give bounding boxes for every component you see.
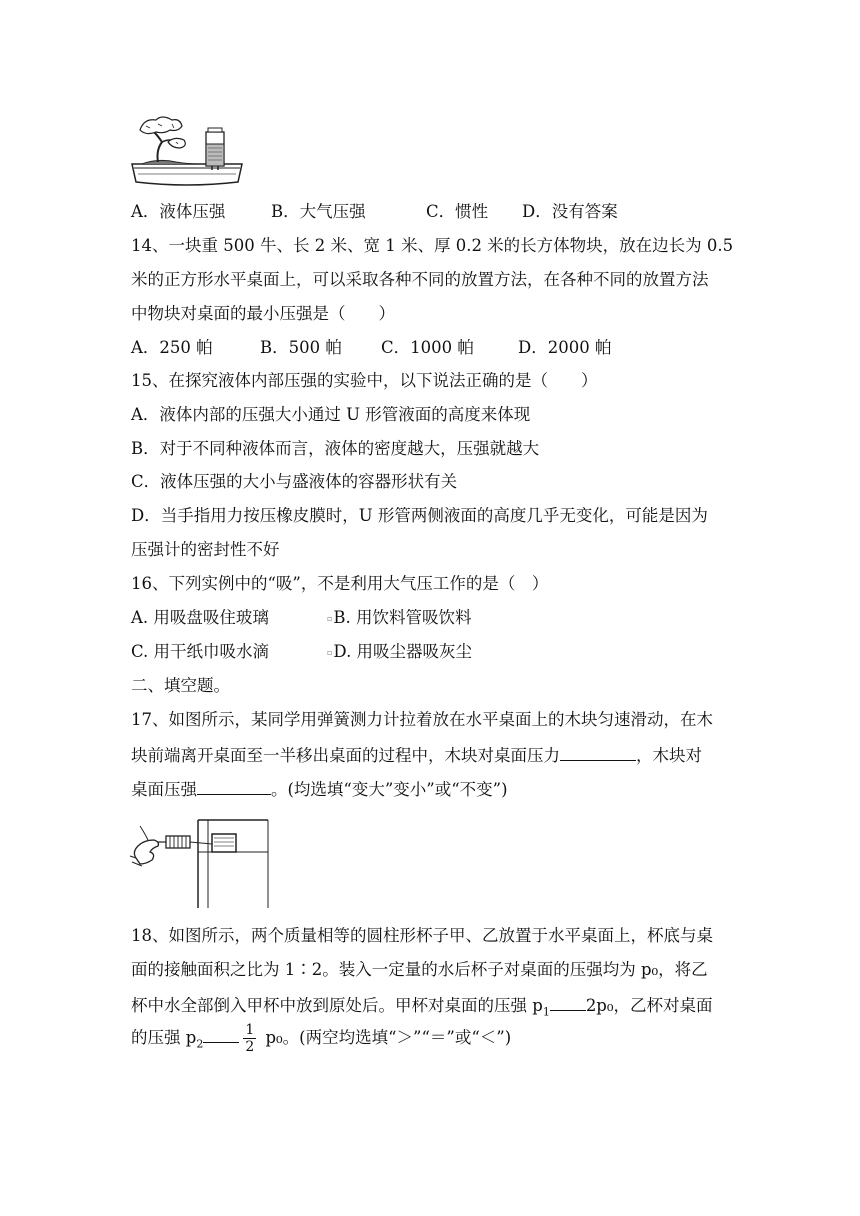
q13-option-b: B．大气压强 [271,202,366,221]
q18-sub-2: 2 [196,1037,204,1051]
q15-option-d-cont: 压强计的密封性不好 [131,540,280,559]
q14-option-b: B．500 帕 [260,338,342,357]
q16-options-row-1 [131,608,472,629]
q14-stem-line-1: 14、一块重 500 牛、长 2 米、宽 1 米、厚 0.2 米的长方体物块，放在边长为 0.5 [131,236,734,255]
q15-option-d: D．当手指用力按压橡皮膜时，U 形管两侧液面的高度几乎无变化，可能是因为 [131,506,708,525]
q15-option-b: B．对于不同种液体而言，液体的密度越大，压强就越大 [131,439,540,458]
q18-line-2: 面的接触面积之比为 1∶2。装入一定量的水后杯子对桌面的压强均为 p₀，将乙 [131,960,708,979]
q14-stem-line-3: 中物块对桌面的最小压强是（ ） [131,304,395,323]
q17-line-3 [131,778,508,800]
q16-option-a: A. 用吸盘吸住玻璃 [131,608,269,627]
q18-line-3-tail: 2p₀，乙杯对桌面 [585,996,713,1015]
q13-option-a: A．液体压强 [131,202,226,221]
q16-option-b: B. 用饮料管吸饮料 [333,608,472,627]
section-title: 二、填空题。 [131,676,230,695]
bonsai-bottle-figure [128,112,246,188]
anchor-mark-icon: ▫ [327,647,333,657]
q16-option-c: C. 用干纸巾吸水滴 [131,642,270,661]
q16-stem: 16、下列实例中的“吸”，不是利用大气压工作的是（ ） [131,574,549,593]
spring-scale-figure [128,812,278,912]
q18-line-3 [131,994,713,1022]
q17-line-1: 17、如图所示，某同学用弹簧测力计拉着放在水平桌面上的木块匀速滑动，在木 [131,710,713,729]
q17-line-2-tail: ，木块对 [636,746,702,765]
q18-blank-2[interactable] [203,1026,239,1043]
q15-option-a: A．液体内部的压强大小通过 U 形管液面的高度来体现 [131,405,531,424]
q18-line-4-text: 的压强 p [131,1028,197,1047]
q13-option-d: D．没有答案 [522,202,618,221]
q17-line-3-tail: 。(均选填“变大”变小”或“不变”) [271,780,508,799]
fraction-numerator: 1 [245,1022,255,1038]
q16-options-row-2 [131,642,472,663]
q14-option-d: D．2000 帕 [518,338,612,357]
q18-blank-1[interactable] [550,994,586,1011]
q13-option-c: C．惯性 [426,202,489,221]
q18-line-1: 18、如图所示，两个质量相等的圆柱形杯子甲、乙放置于水平桌面上，杯底与桌 [131,926,713,945]
q17-line-2 [131,744,702,766]
fraction-denominator: 2 [245,1039,255,1055]
q17-blank-1[interactable] [560,744,636,761]
q14-options [131,338,611,358]
q14-option-a: A．250 帕 [131,338,213,357]
q15-option-c: C．液体压强的大小与盛液体的容器形状有关 [131,472,458,491]
q18-sub-1: 1 [542,1005,550,1019]
q18-line-4 [131,1020,511,1062]
q14-stem-line-2: 米的正方形水平桌面上，可以采取各种不同的放置方法，在各种不同的放置方法 [131,270,709,289]
q14-option-c: C．1000 帕 [381,338,474,357]
q18-line-4-tail: p₀。(两空均选填“＞”“＝”或“＜”) [260,1028,512,1047]
q16-option-d: D. 用吸尘器吸灰尘 [333,642,473,661]
anchor-mark-icon: ▫ [327,613,333,623]
q13-options [131,202,618,222]
one-half-fraction [243,1022,256,1055]
q15-stem: 15、在探究液体内部压强的实验中，以下说法正确的是（ ） [131,371,598,390]
q17-line-2-text: 块前端离开桌面至一半移出桌面的过程中，木块对桌面压力 [131,746,560,765]
q17-blank-2[interactable] [197,778,271,795]
q18-line-3-text: 杯中水全部倒入甲杯中放到原处后。甲杯对桌面的压强 p [131,996,543,1015]
q17-line-3-text: 桌面压强 [131,780,197,799]
